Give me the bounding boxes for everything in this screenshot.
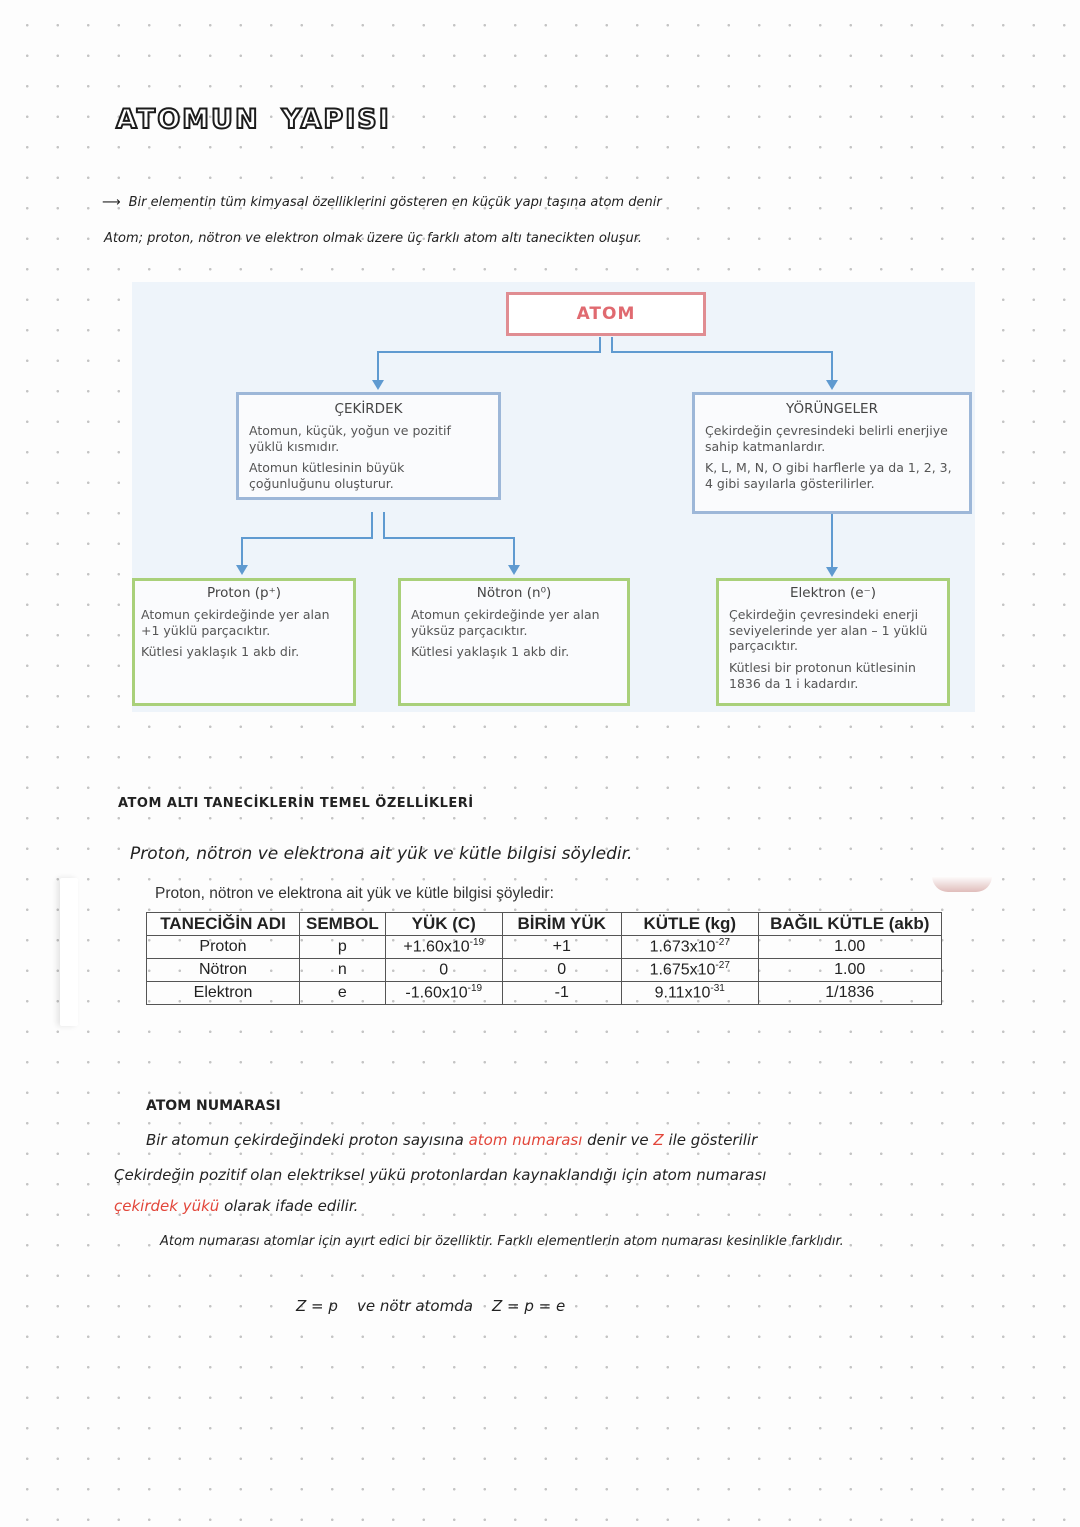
proton-text-1: Atomun çekirdeğinde yer alan +1 yüklü parçacıktır.	[141, 607, 330, 638]
table-row	[147, 982, 942, 1005]
particle-properties-table	[146, 912, 942, 1005]
elektron-text-1: Çekirdeğin çevresindeki enerji seviyelerinde yer alan – 1 yüklü parçacıktır.	[729, 607, 928, 654]
mass-exp: -31	[710, 983, 725, 995]
an-term-cekirdek-yuku: çekirdek yükü	[114, 1197, 220, 1215]
header-birim-yuk: BİRİM YÜK	[502, 913, 621, 936]
header-sembol: SEMBOL	[300, 913, 386, 936]
cell-unit: +1	[502, 936, 621, 959]
an-symbol-z: Z	[653, 1131, 664, 1149]
page-edge-decoration	[60, 878, 78, 1026]
yorungeler-text-1: Çekirdeğin çevresindeki belirli enerjiye sahip katmanlardır.	[705, 423, 948, 454]
proton-text-2: Kütlesi yaklaşık 1 akb dir.	[141, 644, 300, 660]
handwritten-sentence: Proton, nötron ve elektrona ait yük ve kütle bilgisi söyledir.	[130, 844, 633, 864]
cell-unit: -1	[502, 982, 621, 1005]
header-yuk: YÜK (C)	[385, 913, 502, 936]
cell-mass	[621, 936, 758, 959]
elektron-text-2: Kütlesi bir protonun kütlesinin 1836 da 1 i kadardır.	[729, 659, 916, 691]
atom-numarasi-line-4: Atom numarası atomlar için ayırt edici bir özelliktir. Farklı elementlerin atom numarası kesinlikle farklıdır.	[160, 1234, 844, 1249]
page-title	[116, 104, 413, 135]
atom-structure-diagram	[132, 282, 975, 712]
cekirdek-text-1: Atomun, küçük, yoğun ve pozitif yüklü kısmıdır.	[249, 423, 451, 454]
an-line-1-b: denir ve	[587, 1131, 649, 1149]
cell-charge	[385, 936, 502, 959]
cell-rel: 1/1836	[758, 982, 941, 1005]
notron-box	[398, 578, 630, 706]
cell-rel: 1.00	[758, 959, 941, 982]
formula-text: ve nötr atomda	[356, 1297, 473, 1315]
cell-charge	[385, 959, 502, 982]
atom-numarasi-line-1	[146, 1131, 757, 1149]
title-word-2: YAPISI	[281, 104, 391, 135]
formula-z-p-e: Z = p = e	[492, 1297, 566, 1315]
header-bagil-kutle: BAĞIL KÜTLE (akb)	[758, 913, 941, 936]
proton-box	[132, 578, 356, 706]
table-header-row	[147, 913, 942, 936]
charge-base: +1.60x10	[403, 938, 470, 956]
cell-mass	[621, 959, 758, 982]
cell-unit: 0	[502, 959, 621, 982]
cell-symbol: p	[300, 936, 386, 959]
corner-decoration	[932, 876, 992, 892]
charge-base: 0	[439, 961, 449, 979]
cell-symbol: n	[300, 959, 386, 982]
charge-exp: -19	[467, 983, 483, 995]
mass-base: 9.11x10	[654, 984, 711, 1002]
an-line-1-c: ile gösterilir	[668, 1131, 758, 1149]
header-kutle: KÜTLE (kg)	[621, 913, 758, 936]
elektron-box	[716, 578, 950, 706]
intro-line-1	[102, 195, 662, 210]
yorungeler-box	[692, 392, 972, 514]
notron-text-2: Kütlesi yaklaşık 1 akb dir.	[411, 644, 570, 660]
cell-symbol: e	[300, 982, 386, 1005]
mass-base: 1.673x10	[649, 938, 716, 956]
an-line-3-b: olarak ifade edilir.	[224, 1197, 359, 1215]
formula-line	[296, 1297, 565, 1315]
proton-title: Proton (p⁺)	[206, 585, 282, 601]
notron-text-1: Atomun çekirdeğinde yer alan yüksüz parçacıktır.	[411, 607, 600, 638]
cell-rel: 1.00	[758, 936, 941, 959]
header-tanecik: TANECİĞİN ADI	[147, 913, 300, 936]
atom-numarasi-line-3	[114, 1197, 358, 1215]
mass-exp: -27	[715, 960, 730, 972]
table-row	[147, 959, 942, 982]
intro-line-2: Atom; proton, nötron ve elektron olmak üzere üç farklı atom altı tanecikten oluşur.	[104, 231, 642, 246]
cell-charge	[385, 982, 502, 1005]
cekirdek-text-2: Atomun kütlesinin büyük çoğunluğunu oluşturur.	[249, 460, 405, 491]
mass-base: 1.675x10	[649, 961, 716, 979]
an-line-1-a: Bir atomun çekirdeğindeki proton sayısına	[146, 1131, 464, 1149]
elektron-title: Elektron (e⁻)	[789, 585, 877, 601]
formula-z-p: Z = p	[296, 1297, 338, 1315]
yorungeler-title: YÖRÜNGELER	[786, 401, 878, 417]
atom-box	[506, 292, 706, 336]
cekirdek-title: ÇEKİRDEK	[334, 401, 403, 417]
notron-title: Nötron (n⁰)	[476, 585, 552, 601]
atom-box-label: ATOM	[576, 304, 636, 324]
charge-exp: -19	[469, 937, 485, 949]
cell-name: Nötron	[147, 959, 300, 982]
yorungeler-text-2: K, L, M, N, O gibi harflerle ya da 1, 2, 3, 4 gibi sayılarla gösterilirler.	[705, 460, 952, 491]
cell-mass	[621, 982, 758, 1005]
section-subtitle: ATOM ALTI TANECİKLERİN TEMEL ÖZELLİKLERİ	[118, 796, 474, 811]
atom-numarasi-line-2: Çekirdeğin pozitif olan elektriksel yükü protonlardan kaynaklandığı için atom numarası	[114, 1166, 767, 1184]
mass-exp: -27	[715, 937, 730, 949]
an-term-atom-numarasi: atom numarası	[468, 1131, 583, 1149]
cell-name: Proton	[147, 936, 300, 959]
printed-caption: Proton, nötron ve elektrona ait yük ve kütle bilgisi şöyledir:	[155, 885, 554, 902]
table-row	[147, 936, 942, 959]
intro-line-1-text: Bir elementin tüm kimyasal özelliklerini gösteren en küçük yapı taşına atom denir	[128, 195, 662, 210]
title-word-1: ATOMUN	[116, 104, 260, 135]
cell-name: Elektron	[147, 982, 300, 1005]
atom-numarasi-title: ATOM NUMARASI	[146, 1098, 281, 1114]
arrow-right-icon: ⟶	[102, 195, 121, 210]
charge-base: -1.60x10	[405, 984, 468, 1002]
cekirdek-box	[236, 392, 501, 500]
